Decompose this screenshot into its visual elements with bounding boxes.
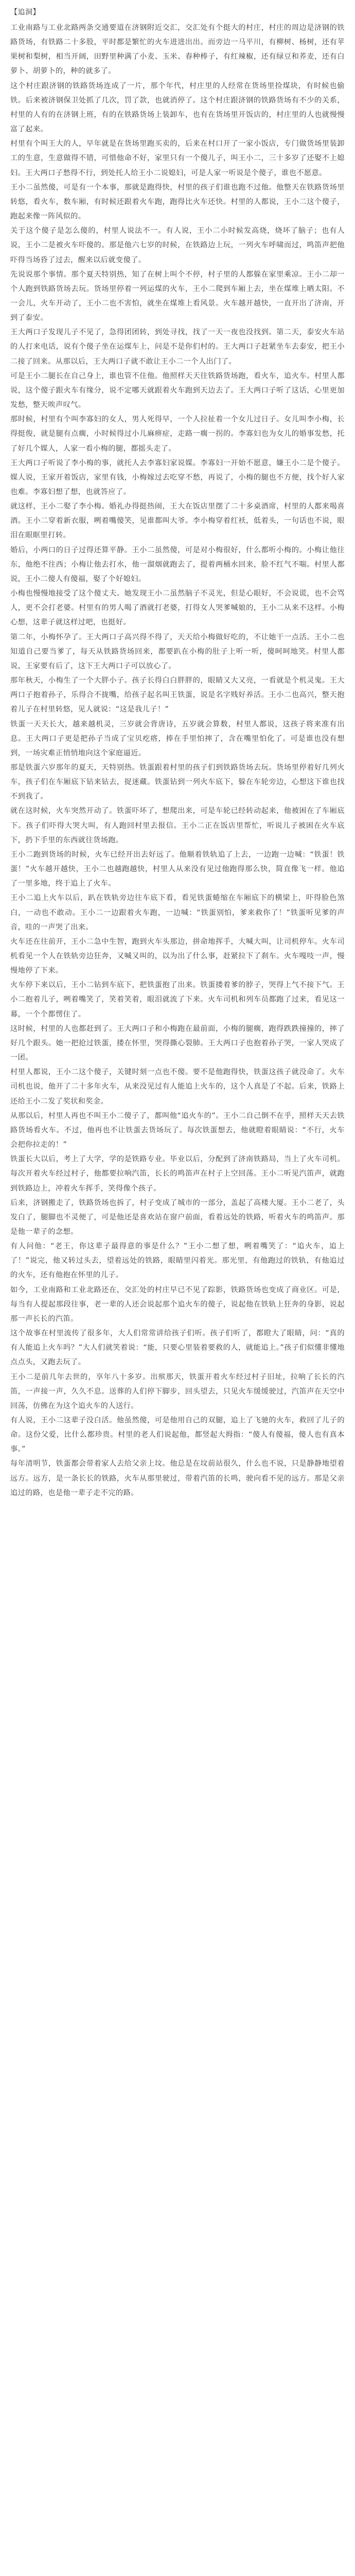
paragraph: 王大两口子听说了李小梅的事，就托人去李寡妇家说媒。李寡妇一开始不愿意，嫌王小二是个傻子。媒人说，王家开着饭店，家里有钱，小梅嫁过去吃穿不愁，再说了，小梅的腿也不方便，找个好人家也难。李寡妇想了想，也就答应了。 <box>10 459 345 496</box>
paragraph: 这时候，村里的人也都赶到了。王大两口子和小梅跑在最前面，小梅的腿瘸，跑得跌跌撞撞的，摔了好几个跟头。她一把抢过铁蛋，搂在怀里，哭得撕心裂肺。王大两口子也抱着孙子哭，一家人哭成了一团。 <box>10 1024 345 1062</box>
paragraph: 王大两口子发现儿子不见了，急得团团转，到处寻找，找了一天一夜也没找到。第二天，泰安火车站的人打来电话，说有个傻子坐在运煤车上，问是不是你们村的。王大两口子赶紧坐车去泰安，把王小二接了回来。从那以后，王大两口子就不敢让王小二一个人出门了。 <box>10 328 345 366</box>
paragraph: 这个故事在村里流传了很多年，大人们常常讲给孩子们听。孩子们听了，都瞪大了眼睛，问：“真的有人能追上火车吗？”大人们就笑着说：“能，只要心里装着要救的人，就能追上。”孩子们似懂非懂地点点头，又跑去玩了。 <box>10 1329 345 1367</box>
paragraph: 可是王小二腿长在自己身上，谁也管不住他。他照样天天往铁路货场跑，看火车，追火车。村里人都说，这个傻子跟火车有缘分，说不定哪天就跟着火车跑到天边去了。王大两口子听了这话，心里更加发愁，整天唉声叹气。 <box>10 371 345 410</box>
paragraph: 就在这时候，火车突然开动了。铁蛋吓坏了，想爬出来，可是车轮已经转动起来，他被困在了车厢底下。孩子们吓得大哭大叫，有人跑回村里去报信。王小二正在饭店里帮忙，听说儿子被困在火车底下，扔下手里的东西就往货场跑。 <box>10 807 345 844</box>
paragraph: 铁蛋长大以后，考上了大学，学的是铁路专业。毕业以后，分配到了济南铁路局，当上了火车司机。每次开着火车经过村子，他都要拉响汽笛，长长的鸣笛声在村子上空回荡。王小二听见汽笛声，就跑到铁路边上，冲着火车挥手，笑得像个孩子。 <box>10 1155 345 1193</box>
paragraph: 后来，济钢搬走了，铁路货场也拆了，村子变成了城市的一部分，盖起了高楼大厦。王小二老了，头发白了，腿脚也不灵便了，可是他还是喜欢站在窗户前面，看着远处的铁路，听着火车的鸣笛声。那是他一辈子的念想。 <box>10 1198 345 1236</box>
paragraph: 如今，工业南路和工业北路还在，交汇处的村庄早已不见了踪影，铁路货场也变成了商业区。可是，每当有人提起那段往事，老一辈的人还会说起那个追火车的傻子，说起他在铁轨上狂奔的身影，说起那一声长长的汽笛。 <box>10 1285 345 1323</box>
paragraph: 就这样，王小二娶了李小梅。婚礼办得挺热闹，王大在饭店里摆了二十多桌酒席，村里的人都来喝喜酒。王小二穿着新衣服，咧着嘴傻笑，见谁都叫大爷。李小梅穿着红袄，低着头，一句话也不说，眼泪在眼眶里打转。 <box>10 502 345 540</box>
paragraph: 村里有个叫王大的人，早年就是在货场里跑买卖的，后来在村口开了一家小饭店，专门做货场里装卸工的生意，生意做得不错，可惜他命不好，家里只有一个傻儿子，叫王小二，三十多岁了还娶不上媳妇。王大两口子愁得不行，到处托人给王小二说媳妇，可是人家一听说是个傻子，谁也不愿意。 <box>10 140 345 177</box>
paragraph: 从那以后，村里人再也不叫王小二傻子了，都叫他“追火车的”。王小二自己倒不在乎，照样天天去铁路货场看火车。不过，他再也不让铁蛋去货场玩了。每次铁蛋想去，他就瞪着眼睛说：“不行，火车会把你拉走的！” <box>10 1111 345 1149</box>
paragraph: 火车停下来以后，王小二钻到车底下，把铁蛋抱了出来。铁蛋搂着爹的脖子，哭得上气不接下气。王小二抱着儿子，咧着嘴笑了，笑着笑着，眼泪就流了下来。火车司机和列车员都跑了过来，看见这一幕，一个个都愣住了。 <box>10 981 345 1019</box>
article-title: 【追洞】 <box>10 8 40 16</box>
paragraph: 小梅也慢慢地接受了这个傻丈夫。她发现王小二虽然脑子不灵光，但是心眼好，不会说谎，也不会骂人，更不会打老婆。村里有的男人喝了酒就打老婆，打得女人哭爹喊娘的，王小二从来不这样。小梅心想，这辈子就这样过吧，也挺好。 <box>10 589 345 627</box>
paragraph: 有人说，王小二这辈子没白活。他虽然傻，可是他用自己的双腿，追上了飞驰的火车，救回了儿子的命。这份父爱，比什么都珍贵。村里的老人们说起他，都竖起大拇指：“傻人有傻福，傻人也有真本事。” <box>10 1416 345 1454</box>
paragraph: 铁蛋一天天长大，越来越机灵，三岁就会背唐诗，五岁就会算数，村里人都说，这孩子将来准有出息。王大两口子更是把孙子当成了宝贝疙瘩，捧在手里怕摔了，含在嘴里怕化了。可是谁也没有想到，一场灾难正悄悄地向这个家庭逼近。 <box>10 720 345 757</box>
paragraph: 那时候，村里有个叫李寡妇的女人，男人死得早，一个人拉扯着一个女儿过日子。女儿叫李小梅，长得挺俊，就是腿有点瘸，小时候得过小儿麻痹症，走路一瘸一拐的。李寡妇也为女儿的婚事发愁，托了好几个媒人，人家一看小梅的腿，都摇头走了。 <box>10 415 345 453</box>
paragraph: 那年秋天，小梅生了一个大胖小子。孩子长得白白胖胖的，眼睛又大又亮，一看就是个机灵鬼。王大两口子抱着孙子，乐得合不拢嘴，给孩子起名叫王铁蛋，说是名字贱好养活。王小二也高兴，整天抱着儿子在村里转悠，见人就说：“这是我儿子！” <box>10 676 345 714</box>
paragraph: 每年清明节，铁蛋都会带着家人去给父亲上坟。他总是在坟前站很久，什么也不说，只是静静地望着远方。远方，是一条长长的铁路，火车从那里驶过，带着汽笛的长鸣，驶向看不见的远方。那是父亲追过的路，也是他一辈子走不完的路。 <box>10 1460 345 1497</box>
paragraph: 王小二虽然傻，可是有一个本事，那就是跑得快，村里的孩子们谁也跑不过他。他整天在铁路货场里转悠，看火车，数车厢，有时候还跟着火车跑，跑得比火车还快。村里的人都说，王小二这个傻子，跑起来像一阵风似的。 <box>10 183 345 221</box>
paragraph: 这个村庄跟济钢的铁路货场连成了一片，那个年代，村庄里的人经常在货场里捡煤块，有时候也偷铁。后来被济钢保卫处抓了几次，罚了款，也就消停了。这个村庄跟济钢的铁路货场有不少的关系，村里的人有的在济钢上班，有的在铁路货场上装卸车，也有在货场里开饭店的，村庄里的人也就慢慢富了起来。 <box>10 81 345 134</box>
paragraph: 工业南路与工业北路两条交通要道在济钢附近交汇，交汇处有个挺大的村庄，村庄的周边是济钢的铁路货场，有铁路二十多股，平时都是繁忙的火车进进出出。而旁边一马平川，有柳树、杨树，还有苹果树和梨树，相当开阔，田野里种满了小麦、玉米、春种棒子，有红辣椒，还有绿豆和荞麦，还有白萝卜、胡萝卜的，种的就多了。 <box>10 24 345 76</box>
paragraph: 王小二是前几年去世的，享年八十多岁。出殡那天，铁蛋开着火车经过村子旧址，拉响了长长的汽笛，一声接一声，久久不息。送葬的人们停下脚步，回头望去，只见火车缓缓驶过，汽笛声在天空中回荡，仿佛在为这个追火车的人送行。 <box>10 1372 345 1410</box>
paragraph: 婚后，小两口的日子过得还算平静。王小二虽然傻，可是对小梅很好，什么都听小梅的。小梅让他往东，他绝不往西；小梅让他去打水，他一溜烟就跑去了，提着两桶水回来，脸不红气不喘。村里人都说，王小二傻人有傻福，娶了个好媳妇。 <box>10 546 345 583</box>
paragraph: 那是铁蛋六岁那年的夏天，天特别热。铁蛋跟着村里的孩子们到铁路货场去玩。货场里停着好几列火车，孩子们在车厢底下钻来钻去，捉迷藏。铁蛋钻到一列火车底下，躲在车轮旁边，心想这下谁也找不到我了。 <box>10 763 345 801</box>
paragraph: 先说说那个事情。那个夏天特别热，知了在树上叫个不停，村子里的人都躲在家里乘凉。王小二却一个人跑到铁路货场去玩。货场里停着一列运煤的火车，王小二爬到车厢上去，坐在煤堆上晒太阳。不一会儿，火车开动了，王小二也不害怕，就坐在煤堆上看风景。火车越开越快，一直开出了济南，开到了泰安。 <box>10 270 345 323</box>
paragraph: 火车还在往前开，王小二急中生智，跑到火车头那边，拼命地挥手，大喊大叫，让司机停车。火车司机看见一个人在铁轨旁边狂奔，又喊又叫的，以为出了什么事，赶紧拉下了刹车。火车嘎吱一声，慢慢地停了下来。 <box>10 937 345 975</box>
paragraph: 有人问他：“老王，你这辈子最得意的事是什么？”王小二想了想，咧着嘴笑了：“追火车，追上了！”说完，他又转过头去，望着远处的铁路，眼睛里闪着光。那光里，有他跑过的铁轨，有他追过的火车，还有他抱在怀里的儿子。 <box>10 1242 345 1280</box>
paragraph: 村里人都说，王小二这个傻子，关键时刻一点也不傻。要不是他跑得快，铁蛋这孩子就没命了。火车司机也说，他开了二十多年火车，从来没见过有人能追上火车的，这个人真是了不起。后来，铁路上还给王小二发了奖状和奖金。 <box>10 1068 345 1106</box>
paragraph: 王小二跑到货场的时候，火车已经开出去好远了。他顺着铁轨追了上去，一边跑一边喊：“铁蛋！铁蛋！”火车越开越快，王小二也越跑越快，村里人从来没有见过他跑得那么快，简直像飞一样。他追了一里多地，终于追上了火车。 <box>10 850 345 888</box>
paragraph: 关于这个傻子是怎么傻的，村里人说法不一。有人说，王小二小时候发高烧，烧坏了脑子；也有人说，王小二是被火车吓傻的。那是他六七岁的时候，在铁路边上玩，一列火车呼啸而过，鸣笛声把他吓得当场昏了过去，醒来以后就变傻了。 <box>10 227 345 264</box>
paragraph: 王小二追上火车以后，趴在铁轨旁边往车底下看，看见铁蛋蜷缩在车厢底下的横梁上，吓得脸色煞白，一动也不敢动。王小二一边跟着火车跑，一边喊：“铁蛋别怕，爹来救你了！”铁蛋听见爹的声音，哇的一声哭了出来。 <box>10 894 345 931</box>
paragraph: 第二年，小梅怀孕了。王大两口子高兴得不得了，天天给小梅做好吃的，不让她干一点活。王小二也知道自己要当爹了，每天从铁路货场回来，都要趴在小梅的肚子上听一听，傻呵呵地笑。村里人都说，王家要有后了，这下王大两口子可以放心了。 <box>10 633 345 670</box>
article-body <box>10 21 345 1500</box>
